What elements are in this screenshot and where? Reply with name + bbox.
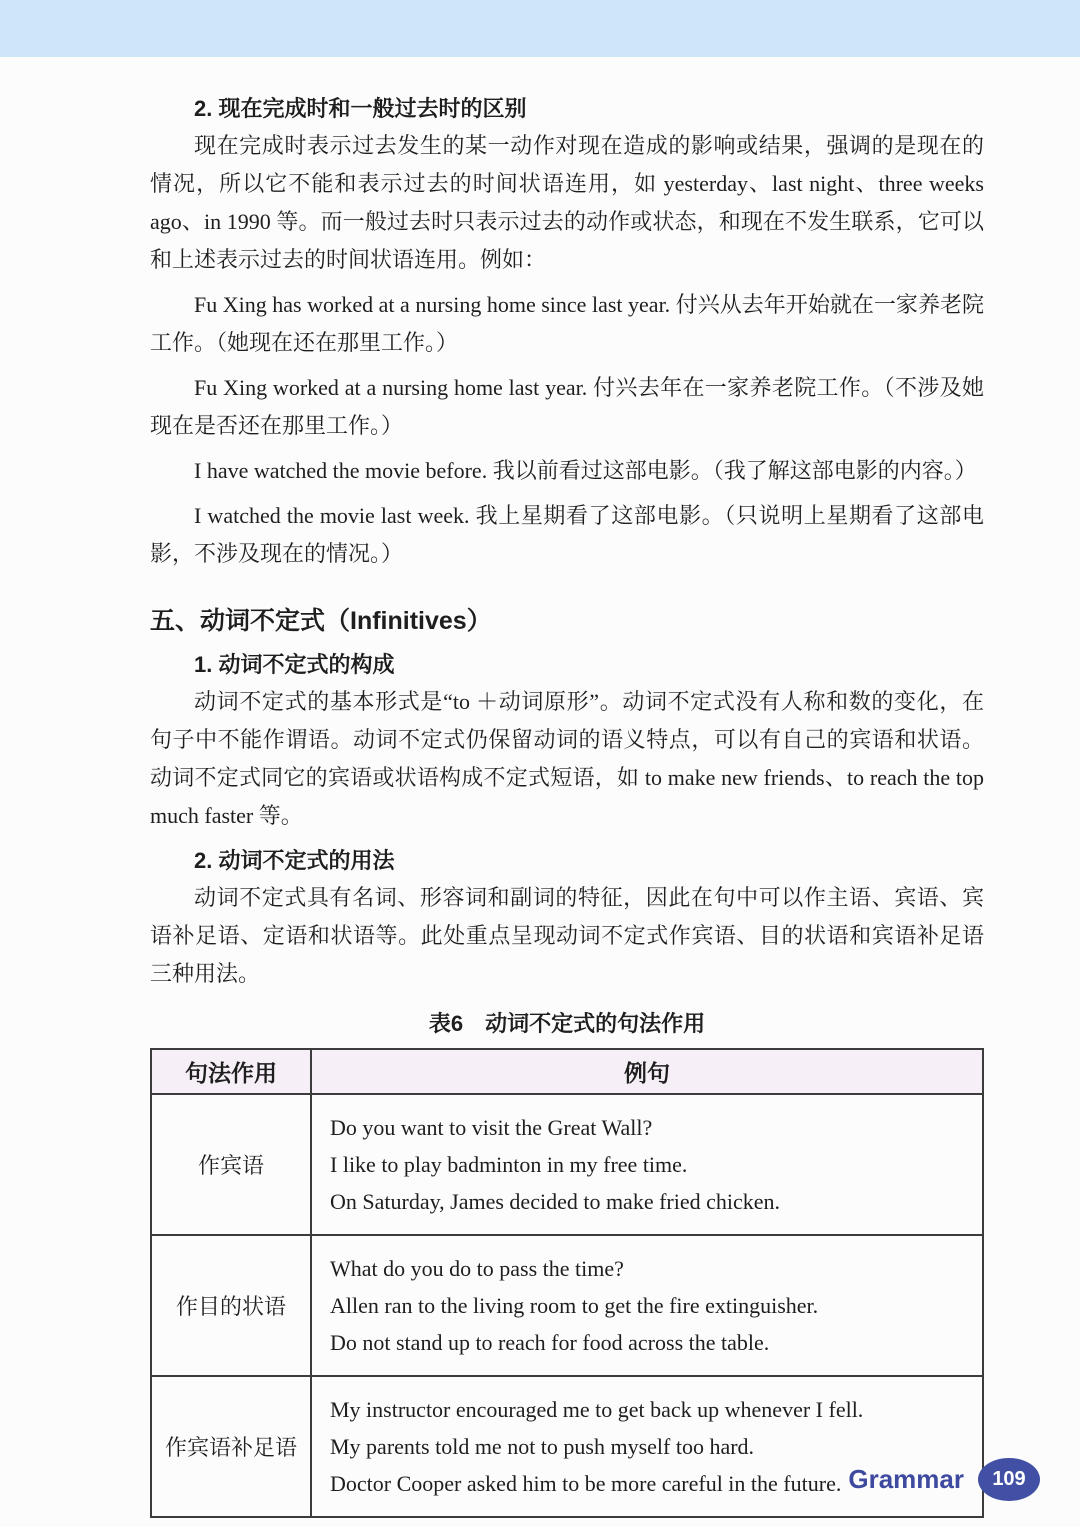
examples-cell bbox=[311, 1094, 983, 1235]
role-cell: 作目的状语 bbox=[151, 1235, 311, 1376]
examples-cell bbox=[311, 1235, 983, 1376]
page-content bbox=[0, 57, 1080, 1518]
table-header-row bbox=[151, 1049, 983, 1094]
footer-section-label: Grammar bbox=[848, 1464, 964, 1494]
heading-tense-difference: 2. 现在完成时和一般过去时的区别 bbox=[194, 96, 527, 121]
table-row bbox=[151, 1235, 983, 1376]
paragraph-infinitive-usage: 动词不定式具有名词、形容词和副词的特征，因此在句中可以作主语、宾语、宾语补足语、定语和状语等。此处重点呈现动词不定式作宾语、目的状语和宾语补足语三种用法。 bbox=[150, 885, 984, 986]
table-example-line: What do you do to pass the time? bbox=[330, 1256, 624, 1281]
example-sentence: I watched the movie last week. 我上星期看了这部电影。（只说明上星期看了这部电影，不涉及现在的情况。） bbox=[150, 503, 984, 566]
table-example-line: My parents told me not to push myself too hard. bbox=[330, 1434, 755, 1459]
table-example-line: On Saturday, James decided to make fried chicken. bbox=[330, 1189, 781, 1214]
table-row bbox=[151, 1094, 983, 1235]
role-cell: 作宾语 bbox=[151, 1094, 311, 1235]
role-cell: 作宾语补足语 bbox=[151, 1376, 311, 1517]
example-sentence: Fu Xing has worked at a nursing home since last year. 付兴从去年开始就在一家养老院工作。（她现在还在那里工作。） bbox=[150, 292, 984, 355]
table-example-line: Do you want to visit the Great Wall? bbox=[330, 1115, 653, 1140]
example-sentence: I have watched the movie before. 我以前看过这部电影。（我了解这部电影的内容。） bbox=[194, 458, 977, 483]
paragraph-infinitive-form: 动词不定式的基本形式是“to ＋动词原形”。动词不定式没有人称和数的变化，在句子中不能作谓语。动词不定式仍保留动词的语义特点，可以有自己的宾语和状语。动词不定式同它的宾语或状语构成不定式短语，如 to make new friends、to reach the top much faster 等。 bbox=[150, 689, 984, 828]
table-example-line: I like to play badminton in my free time. bbox=[330, 1152, 688, 1177]
table-example-line: Do not stand up to reach for food across the table. bbox=[330, 1330, 770, 1355]
paragraph-tense-difference: 现在完成时表示过去发生的某一动作对现在造成的影响或结果，强调的是现在的情况，所以它不能和表示过去的时间状语连用，如 yesterday、last night、three weeks ago、in 1990 等。而一般过去时只表示过去的动作或状态，和现在不发生联系，它可以和上述表示过去的时间状语连用。例如： bbox=[150, 133, 984, 272]
page-top-band bbox=[0, 0, 1080, 57]
heading-infinitives-section: 五、动词不定式（Infinitives） bbox=[150, 607, 492, 635]
heading-infinitive-usage: 2. 动词不定式的用法 bbox=[194, 848, 395, 873]
table-example-line: Doctor Cooper asked him to be more careful in the future. bbox=[330, 1471, 842, 1496]
table-caption: 表6 动词不定式的句法作用 bbox=[428, 1011, 706, 1036]
table-example-line: Allen ran to the living room to get the fire extinguisher. bbox=[330, 1293, 819, 1318]
column-header-examples: 例句 bbox=[311, 1049, 983, 1094]
heading-infinitive-form: 1. 动词不定式的构成 bbox=[194, 652, 395, 677]
table-example-line: My instructor encouraged me to get back up whenever I fell. bbox=[330, 1397, 864, 1422]
page-number-badge: 109 bbox=[978, 1458, 1040, 1501]
example-sentence: Fu Xing worked at a nursing home last year. 付兴去年在一家养老院工作。（不涉及她现在是否还在那里工作。） bbox=[150, 375, 984, 438]
page-footer bbox=[848, 1458, 1040, 1501]
column-header-role: 句法作用 bbox=[151, 1049, 311, 1094]
infinitive-usage-table bbox=[150, 1048, 984, 1518]
